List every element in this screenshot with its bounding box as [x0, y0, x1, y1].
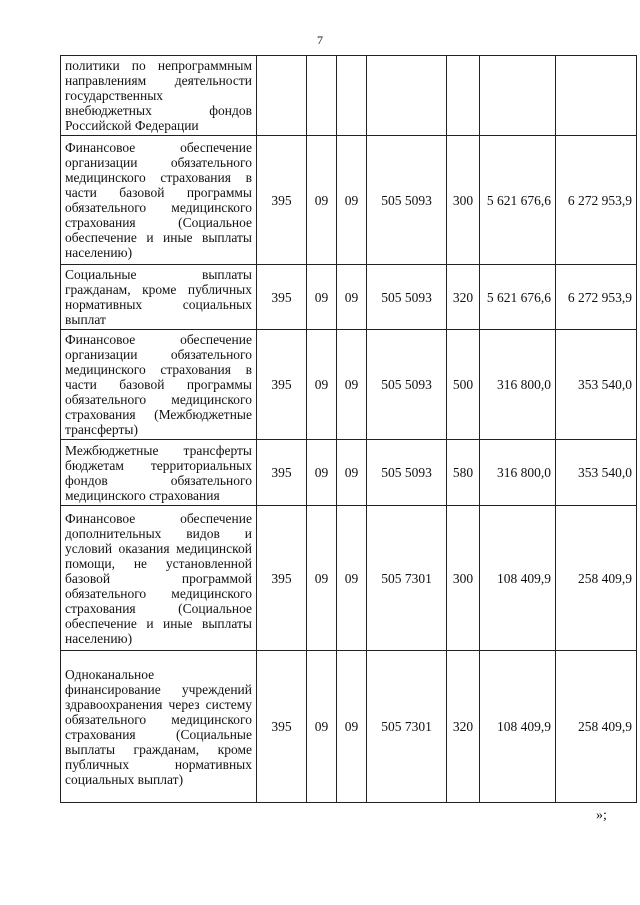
section-code: 09: [307, 330, 337, 440]
section-code: 09: [307, 265, 337, 330]
amount-2015: 353 540,0: [556, 330, 637, 440]
target-article: 505 5093: [367, 136, 447, 265]
target-article: [367, 56, 447, 136]
expense-type: 300: [447, 506, 480, 651]
row-description: Межбюджетные трансферты бюджетам территориальных фондов обязательного медицинского страхования: [61, 440, 257, 506]
amount-2014: [480, 56, 556, 136]
table-row: [61, 651, 637, 803]
target-article: 505 5093: [367, 330, 447, 440]
page-number: 7: [317, 33, 323, 47]
table-row: [61, 265, 637, 330]
table-row: [61, 440, 637, 506]
amount-2014: 5 621 676,6: [480, 265, 556, 330]
subsection-code: 09: [337, 506, 367, 651]
target-article: 505 5093: [367, 265, 447, 330]
section-code: [307, 56, 337, 136]
admin-code: 395: [257, 651, 307, 803]
closing-quote-mark: »;: [596, 808, 607, 823]
admin-code: 395: [257, 136, 307, 265]
amount-2014: 108 409,9: [480, 651, 556, 803]
amount-2014: 316 800,0: [480, 330, 556, 440]
amount-2015: 6 272 953,9: [556, 136, 637, 265]
row-description: Финансовое обеспечение организации обязательного медицинского страхования в части базовой программы обязательного медицинского страхования (Социальное обеспечение и иные выплаты населению): [61, 136, 257, 265]
target-article: 505 5093: [367, 440, 447, 506]
amount-2015: 353 540,0: [556, 440, 637, 506]
amount-2015: 258 409,9: [556, 651, 637, 803]
amount-2015: [556, 56, 637, 136]
section-code: 09: [307, 136, 337, 265]
expense-type: 300: [447, 136, 480, 265]
table-row: [61, 136, 637, 265]
row-description: Одноканальное финансирование учреждений здравоохранения через систему обязательного медицинского страхования (Социальные выплаты гражданам, кроме публичных нормативных социальных выплат): [61, 651, 257, 803]
row-description: Финансовое обеспечение дополнительных видов и условий оказания медицинской помощи, не установленной базовой программой обязательного медицинского страхования (Социальное обеспечение и иные выплаты населению): [61, 506, 257, 651]
table-row: [61, 506, 637, 651]
target-article: 505 7301: [367, 651, 447, 803]
expense-type: 320: [447, 651, 480, 803]
section-code: 09: [307, 651, 337, 803]
section-code: 09: [307, 440, 337, 506]
amount-2015: 6 272 953,9: [556, 265, 637, 330]
admin-code: 395: [257, 265, 307, 330]
row-description: Социальные выплаты гражданам, кроме публичных нормативных социальных выплат: [61, 265, 257, 330]
amount-2014: 316 800,0: [480, 440, 556, 506]
expense-type: 320: [447, 265, 480, 330]
expense-type: 500: [447, 330, 480, 440]
target-article: 505 7301: [367, 506, 447, 651]
admin-code: [257, 56, 307, 136]
expense-type: 580: [447, 440, 480, 506]
table-row: [61, 56, 637, 136]
amount-2015: 258 409,9: [556, 506, 637, 651]
admin-code: 395: [257, 330, 307, 440]
subsection-code: 09: [337, 440, 367, 506]
row-description: Финансовое обеспечение организации обязательного медицинского страхования в части базовой программы обязательного медицинского страхования (Межбюджетные трансферты): [61, 330, 257, 440]
section-code: 09: [307, 506, 337, 651]
amount-2014: 5 621 676,6: [480, 136, 556, 265]
expense-type: [447, 56, 480, 136]
amount-2014: 108 409,9: [480, 506, 556, 651]
subsection-code: 09: [337, 330, 367, 440]
subsection-code: 09: [337, 136, 367, 265]
budget-table: [60, 55, 637, 803]
admin-code: 395: [257, 506, 307, 651]
row-description: политики по непрограммным направлениям деятельности государственных внебюджетных фондов Российской Федерации: [61, 56, 257, 136]
admin-code: 395: [257, 440, 307, 506]
table-row: [61, 330, 637, 440]
subsection-code: [337, 56, 367, 136]
subsection-code: 09: [337, 651, 367, 803]
subsection-code: 09: [337, 265, 367, 330]
